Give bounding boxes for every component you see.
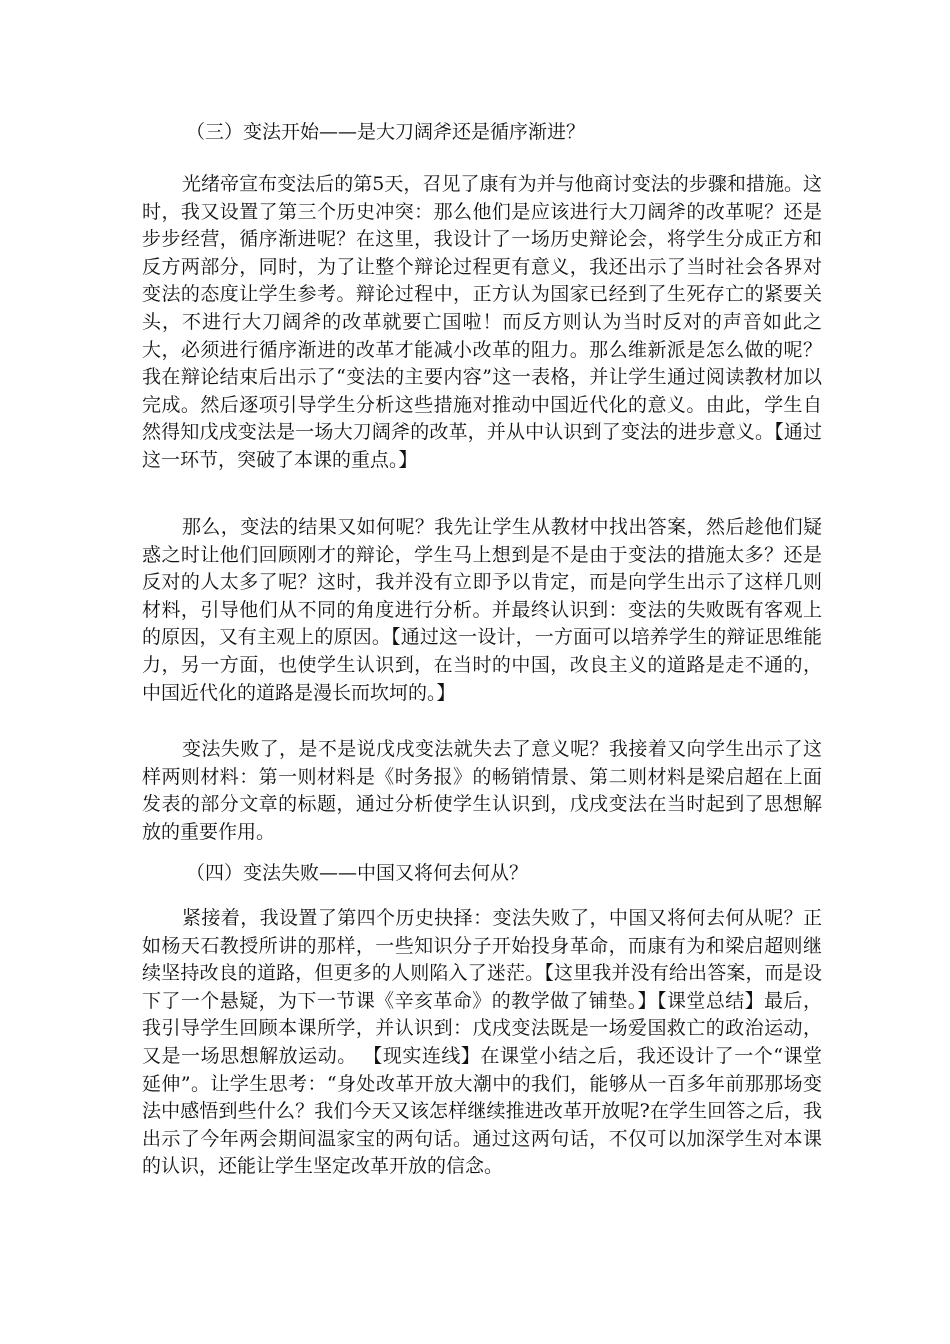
section-heading-3: （三）变法开始——是大刀阔斧还是循序渐进？ [186, 121, 586, 143]
paragraph-reform-result: 那么，变法的结果又如何呢？我先让学生从教材中找出答案，然后趁他们疑惑之时让他们回顾刚才的辩论，学生马上想到是不是由于变法的措施太多？还是反对的人太多了呢？这时，我并没有立即予以肯定，而是向学生出示了这样几则材料，引导他们从不同的角度进行分析。并最终认识到：变法的失败既有客观上的原因，又有主观上的原因。【通过这一设计，一方面可以培养学生的辩证思维能力，另一方面，也使学生认识到，在当时的中国，改良主义的道路是走不通的，中国近代化的道路是漫长而坎坷的。】 [142, 516, 822, 704]
paragraph-china-future: 紧接着，我设置了第四个历史抉择：变法失败了，中国又将何去何从呢？正如杨天石教授所讲的那样，一些知识分子开始投身革命，而康有为和梁启超则继续坚持改良的道路，但更多的人则陷入了迷茫。【这里我并没有给出答案，而是设下了一个悬疑，为下一节课《辛亥革命》的教学做了铺垫。】【课堂总结】最后，我引导学生回顾本课所学，并认识到：戊戌变法既是一场爱国救亡的政治运动，又是一场思想解放运动。 【现实连线】在课堂小结之后，我还设计了一个“课堂延伸”。让学生思考：“身处改革开放大潮中的我们，能够从一百多年前那那场变法中感悟到些什么？我们今天又该怎样继续推进改革开放呢?在学生回答之后，我出示了今年两会期间温家宝的两句话。通过这两句话，不仅可以加深学生对本课的认识，还能让学生坚定改革开放的信念。 [142, 907, 822, 1178]
section-heading-4: （四）变法失败——中国又将何去何从？ [186, 862, 529, 884]
paragraph-reform-debate: 光绪帝宣布变法后的第5天，召见了康有为并与他商讨变法的步骤和措施。这时，我又设置了第三个历史冲突：那么他们是应该进行大刀阔斧的改革呢？还是步步经营，循序渐进呢？在这里，我设计了一场历史辩论会，将学生分成正方和反方两部分，同时，为了让整个辩论过程更有意义，我还出示了当时社会各界对变法的态度让学生参考。辩论过程中，正方认为国家已经到了生死存亡的紧要关头，不进行大刀阔斧的改革就要亡国啦！而反方则认为当时反对的声音如此之大，必须进行循序渐进的改革才能减小改革的阻力。那么维新派是怎么做的呢？我在辩论结束后出示了“变法的主要内容”这一表格，并让学生通过阅读教材加以完成。然后逐项引导学生分析这些措施对推动中国近代化的意义。由此，学生自然得知戊戌变法是一场大刀阔斧的改革，并从中认识到了变法的进步意义。【通过这一环节，突破了本课的重点。】 [142, 173, 822, 471]
paragraph-reform-significance: 变法失败了，是不是说戊戌变法就失去了意义呢？我接着又向学生出示了这样两则材料：第一则材料是《时务报》的畅销情景、第二则材料是梁启超在上面发表的部分文章的标题，通过分析使学生认识到，戊戌变法在当时起到了思想解放的重要作用。 [142, 738, 822, 843]
